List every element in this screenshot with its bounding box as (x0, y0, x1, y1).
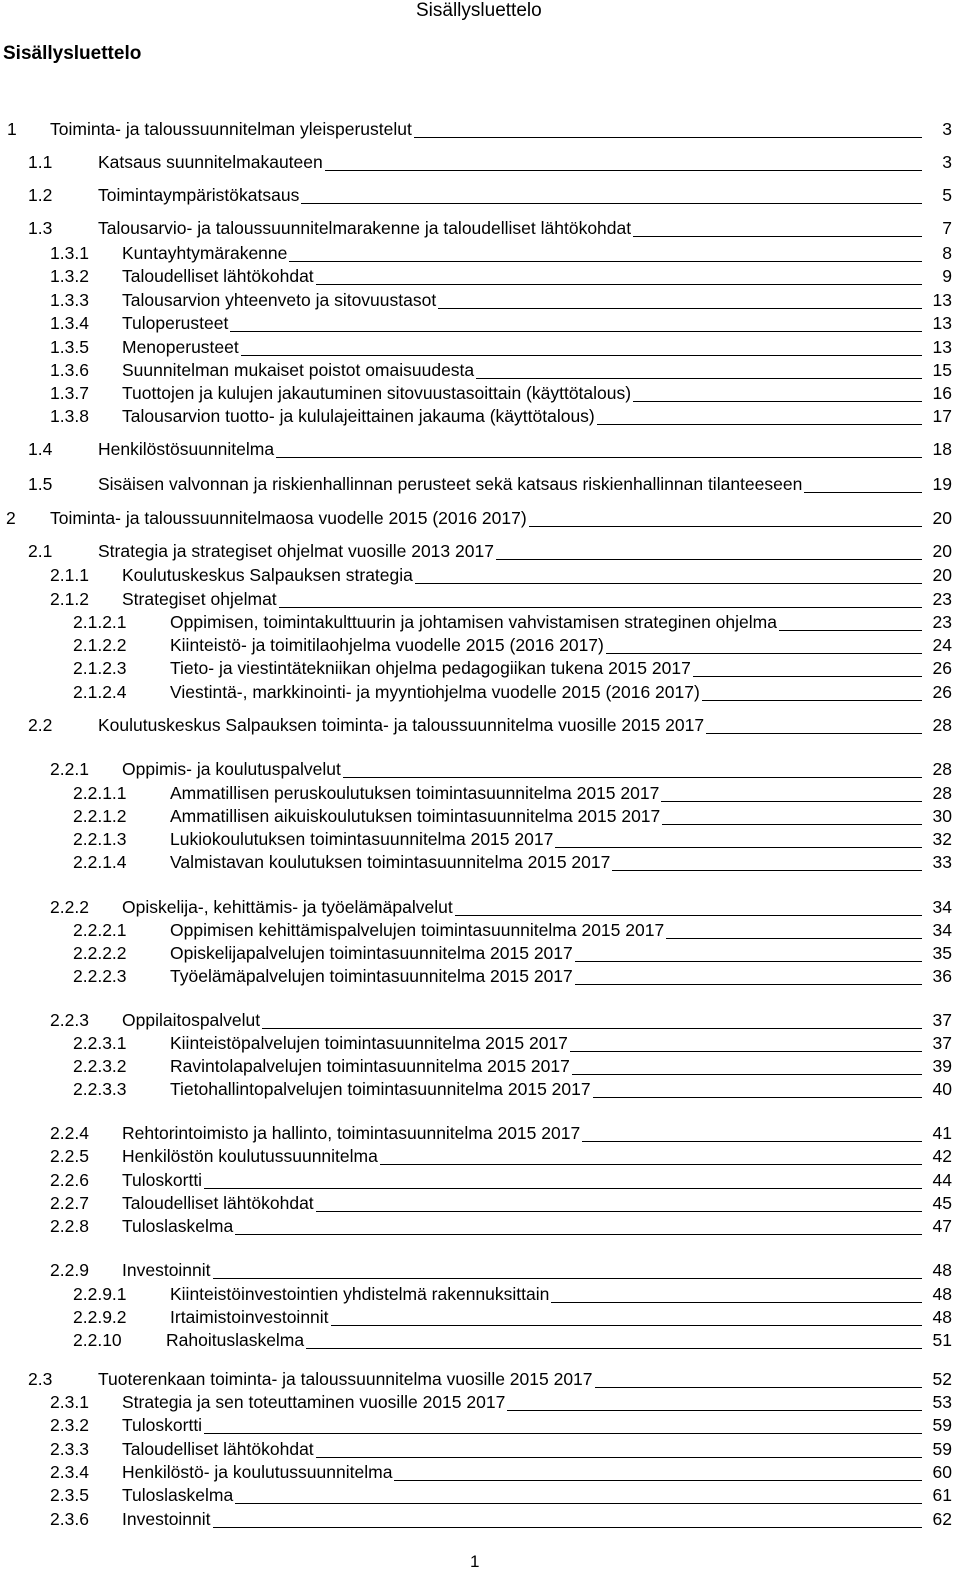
toc-entry-page: 9 (938, 265, 952, 287)
toc-entry-page: 20 (929, 507, 952, 529)
toc-entry-page: 5 (938, 184, 952, 206)
toc-entry[interactable] (0, 942, 960, 966)
toc-entry-page: 39 (929, 1055, 952, 1077)
toc-entry-title: Lukiokoulutuksen toimintasuunnitelma 2015 2017 (170, 829, 554, 849)
toc-entry-number: 2.1.2 (50, 589, 89, 609)
toc-entry[interactable] (0, 1032, 960, 1056)
toc-entry-title: Koulutuskeskus Salpauksen toiminta- ja taloussuunnitelma vuosille 2015 2017 (98, 715, 705, 735)
toc-entry-title: Strategia ja strategiset ohjelmat vuosille 2013 2017 (98, 541, 494, 561)
toc-entry[interactable] (0, 382, 960, 406)
toc-entry-page: 28 (929, 714, 952, 736)
toc-entry-page: 35 (929, 942, 952, 964)
toc-entry-number: 2.2.7 (50, 1193, 89, 1213)
toc-entry[interactable] (0, 805, 960, 829)
toc-entry[interactable] (0, 473, 960, 497)
toc-entry-title: Oppimisen kehittämispalvelujen toimintasuunnitelma 2015 2017 (170, 920, 665, 940)
toc-entry-number: 1.2 (28, 185, 53, 205)
toc-entry[interactable] (0, 289, 960, 313)
toc-entry-number: 1.3.7 (50, 383, 89, 403)
toc-entry-page: 13 (929, 336, 952, 358)
toc-entry-number: 2.2.3.1 (73, 1033, 127, 1053)
toc-entry[interactable] (0, 265, 960, 289)
toc-entry-number: 2.2.5 (50, 1146, 89, 1166)
toc-entry-page: 8 (938, 242, 952, 264)
toc-entry-number: 2.3.3 (50, 1439, 89, 1459)
toc-entry[interactable] (0, 714, 960, 738)
toc-entry-title: Suunnitelman mukaiset poistot omaisuudesta (122, 360, 475, 380)
toc-entry[interactable] (0, 564, 960, 588)
toc-entry-page: 60 (929, 1461, 952, 1483)
toc-entry[interactable] (0, 1391, 960, 1415)
toc-entry-title: Strategiset ohjelmat (122, 589, 277, 609)
toc-entry[interactable] (0, 507, 960, 531)
toc-entry[interactable] (0, 1078, 960, 1102)
toc-entry-page: 16 (929, 382, 952, 404)
toc-entry[interactable] (0, 405, 960, 429)
toc-entry-title: Opiskelijapalvelujen toimintasuunnitelma 2015 2017 (170, 943, 573, 963)
toc-entry-number: 2.2.3.3 (73, 1079, 127, 1099)
toc-entry[interactable] (0, 438, 960, 462)
toc-entry[interactable] (0, 611, 960, 635)
toc-entry-title: Talousarvion tuotto- ja kululajeittainen jakauma (käyttötalous) (122, 406, 595, 426)
leader-line (122, 331, 922, 332)
toc-entry-title: Tietohallintopalvelujen toimintasuunnitelma 2015 2017 (170, 1079, 591, 1099)
toc-entry-number: 2.1 (28, 541, 53, 561)
toc-entry-number: 2.2.3.2 (73, 1056, 127, 1076)
toc-entry-number: 2.1.2.2 (73, 635, 127, 655)
toc-entry-page: 34 (929, 896, 952, 918)
toc-entry-page: 23 (929, 588, 952, 610)
page-number: 1 (470, 1552, 480, 1571)
toc-entry-page: 34 (929, 919, 952, 941)
toc-entry-number: 2.2.2.1 (73, 920, 127, 940)
leader-line (122, 1278, 922, 1279)
toc-entry-page: 15 (929, 359, 952, 381)
toc-entry-page: 26 (929, 681, 952, 703)
toc-entry-page: 20 (929, 564, 952, 586)
toc-entry[interactable] (0, 1306, 960, 1330)
toc-entry-number: 1.3.1 (50, 243, 89, 263)
toc-entry-title: Tuloskortti (122, 1415, 203, 1435)
toc-entry-title: Tuottojen ja kulujen jakautuminen sitovuustasoittain (käyttötalous) (122, 383, 632, 403)
toc-entry[interactable] (0, 1508, 960, 1532)
toc-entry-page: 37 (929, 1032, 952, 1054)
toc-entry-title: Katsaus suunnitelmakauteen (98, 152, 323, 172)
toc-entry-title: Henkilöstösuunnitelma (98, 439, 275, 459)
toc-entry-title: Valmistavan koulutuksen toimintasuunnitelma 2015 2017 (170, 852, 611, 872)
toc-entry-title: Tuloslaskelma (122, 1485, 234, 1505)
toc-entry-number: 1.3 (28, 218, 53, 238)
toc-entry-page: 20 (929, 540, 952, 562)
toc-entry-title: Ammatillisen peruskoulutuksen toimintasuunnitelma 2015 2017 (170, 783, 660, 803)
toc-entry-page: 45 (929, 1192, 952, 1214)
toc-entry-title: Strategia ja sen toteuttaminen vuosille 2015 2017 (122, 1392, 506, 1412)
leader-line (122, 1433, 922, 1434)
toc-entry-title: Kuntayhtymärakenne (122, 243, 288, 263)
toc-entry[interactable] (0, 1192, 960, 1216)
toc-entry-title: Tuoterenkaan toiminta- ja taloussuunnitelma vuosille 2015 2017 (98, 1369, 593, 1389)
toc-entry-title: Tieto- ja viestintätekniikan ohjelma pedagogiikan tukena 2015 2017 (170, 658, 691, 678)
toc-entry-title: Opiskelija-, kehittämis- ja työelämäpalvelut (122, 897, 453, 917)
toc-entry-number: 2 (6, 508, 16, 528)
toc-entry-page: 26 (929, 657, 952, 679)
toc-entry[interactable] (0, 118, 960, 142)
toc-entry-number: 1.1 (28, 152, 53, 172)
toc-entry[interactable] (0, 1009, 960, 1033)
toc-entry-number: 1.3.3 (50, 290, 89, 310)
toc-entry[interactable] (0, 1461, 960, 1485)
toc-entry-page: 41 (929, 1122, 952, 1144)
leader-line (122, 1527, 922, 1528)
toc-entry-number: 2.2 (28, 715, 53, 735)
toc-entry-number: 1.3.5 (50, 337, 89, 357)
toc-entry-page: 48 (929, 1283, 952, 1305)
toc-entry-page: 37 (929, 1009, 952, 1031)
toc-entry-page: 59 (929, 1438, 952, 1460)
page-title: Sisällysluettelo (3, 43, 142, 64)
toc-entry-page: 13 (929, 312, 952, 334)
toc-entry-number: 2.1.1 (50, 565, 89, 585)
toc-entry-number: 2.2.9.2 (73, 1307, 127, 1327)
toc-entry-page: 53 (929, 1391, 952, 1413)
toc-entry-page: 44 (929, 1169, 952, 1191)
toc-entry[interactable] (0, 1055, 960, 1079)
toc-entry-page: 51 (929, 1329, 952, 1351)
toc-entry-page: 3 (938, 151, 952, 173)
toc-entry[interactable] (0, 634, 960, 658)
toc-entry[interactable] (0, 758, 960, 782)
leader-line (122, 1503, 922, 1504)
leader-line (122, 1188, 922, 1189)
toc-entry-page: 62 (929, 1508, 952, 1530)
toc-entry-page: 40 (929, 1078, 952, 1100)
toc-entry-number: 2.1.2.4 (73, 682, 127, 702)
toc-entry-title: Talousarvio- ja taloussuunnitelmarakenne ja taloudelliset lähtökohdat (98, 218, 632, 238)
toc-entry-number: 1.3.2 (50, 266, 89, 286)
toc-entry-title: Menoperusteet (122, 337, 239, 357)
toc-entry-number: 2.3.6 (50, 1509, 89, 1529)
toc-entry-number: 2.1.2.3 (73, 658, 127, 678)
toc-entry-number: 2.2.1.3 (73, 829, 127, 849)
toc-entry-number: 2.2.3 (50, 1010, 89, 1030)
toc-entry[interactable] (0, 217, 960, 241)
toc-entry[interactable] (0, 828, 960, 852)
toc-entry-number: 2.2.1 (50, 759, 89, 779)
toc-entry[interactable] (0, 965, 960, 989)
toc-entry-page: 61 (929, 1484, 952, 1506)
toc-entry[interactable] (0, 851, 960, 875)
toc-entry-number: 2.2.2.3 (73, 966, 127, 986)
toc-entry[interactable] (0, 1484, 960, 1508)
toc-entry-title: Rahoituslaskelma (166, 1330, 305, 1350)
toc-entry-title: Tuloslaskelma (122, 1216, 234, 1236)
toc-entry-title: Koulutuskeskus Salpauksen strategia (122, 565, 413, 585)
toc-entry-title: Toimintaympäristökatsaus (98, 185, 300, 205)
toc-entry[interactable] (0, 896, 960, 920)
toc-entry-page: 13 (929, 289, 952, 311)
toc-entry[interactable] (0, 151, 960, 175)
toc-entry-title: Oppilaitospalvelut (122, 1010, 261, 1030)
toc-entry[interactable] (0, 1368, 960, 1392)
toc-entry-title: Ammatillisen aikuiskoulutuksen toimintasuunnitelma 2015 2017 (170, 806, 661, 826)
toc-entry-title: Viestintä-, markkinointi- ja myyntiohjelma vuodelle 2015 (2016 2017) (170, 682, 700, 702)
toc-entry-title: Investoinnit (122, 1260, 211, 1280)
toc-entry-number: 2.2.9.1 (73, 1284, 127, 1304)
toc-entry-title: Kiinteistöpalvelujen toimintasuunnitelma 2015 2017 (170, 1033, 568, 1053)
toc-entry-page: 48 (929, 1259, 952, 1281)
toc-entry[interactable] (0, 1169, 960, 1193)
toc-entry-number: 2.2.6 (50, 1170, 89, 1190)
toc-entry-number: 2.2.4 (50, 1123, 89, 1143)
toc-entry[interactable] (0, 588, 960, 612)
toc-entry-title: Kiinteistöinvestointien yhdistelmä rakennuksittain (170, 1284, 550, 1304)
toc-entry[interactable] (0, 782, 960, 806)
toc-entry-page: 32 (929, 828, 952, 850)
toc-entry-page: 24 (929, 634, 952, 656)
toc-entry-page: 59 (929, 1414, 952, 1436)
toc-entry[interactable] (0, 1414, 960, 1438)
toc-entry-number: 2.2.9 (50, 1260, 89, 1280)
toc-entry[interactable] (0, 184, 960, 208)
toc-entry-page: 28 (929, 782, 952, 804)
toc-entry-title: Oppimisen, toimintakulttuurin ja johtamisen vahvistamisen strateginen ohjelma (170, 612, 777, 632)
toc-entry-title: Investoinnit (122, 1509, 211, 1529)
toc-entry-number: 1.3.8 (50, 406, 89, 426)
toc-entry-title: Oppimis- ja koulutuspalvelut (122, 759, 341, 779)
toc-entry[interactable] (0, 919, 960, 943)
toc-entry[interactable] (0, 1215, 960, 1239)
toc-entry-page: 48 (929, 1306, 952, 1328)
running-header: Sisällysluettelo (416, 0, 542, 21)
toc-entry-title: Talousarvion yhteenveto ja sitovuustasot (122, 290, 437, 310)
toc-entry[interactable] (0, 336, 960, 360)
toc-entry-title: Kiinteistö- ja toimitilaohjelma vuodelle 2015 (2016 2017) (170, 635, 604, 655)
toc-entry-page: 19 (929, 473, 952, 495)
toc-entry[interactable] (0, 1259, 960, 1283)
toc-entry-page: 47 (929, 1215, 952, 1237)
toc-entry[interactable] (0, 312, 960, 336)
toc-entry-page: 23 (929, 611, 952, 633)
toc-entry-number: 2.3.1 (50, 1392, 89, 1412)
toc-entry[interactable] (0, 1438, 960, 1462)
toc-entry[interactable] (0, 657, 960, 681)
toc-entry-number: 1.4 (28, 439, 53, 459)
toc-entry[interactable] (0, 242, 960, 266)
toc-entry[interactable] (0, 681, 960, 705)
toc-entry[interactable] (0, 1145, 960, 1169)
toc-entry-number: 2.2.2 (50, 897, 89, 917)
toc-entry-title: Toiminta- ja taloussuunnitelman yleisperustelut (50, 119, 412, 139)
toc-entry-page: 52 (929, 1368, 952, 1390)
toc-entry-number: 2.3 (28, 1369, 53, 1389)
toc-entry-page: 7 (938, 217, 952, 239)
toc-entry-number: 2.2.2.2 (73, 943, 127, 963)
toc-entry-title: Tuloskortti (122, 1170, 203, 1190)
toc-entry-title: Taloudelliset lähtökohdat (122, 1193, 314, 1213)
toc-entry-number: 2.3.5 (50, 1485, 89, 1505)
toc-entry-page: 3 (938, 118, 952, 140)
toc-entry-page: 42 (929, 1145, 952, 1167)
toc-entry-page: 18 (929, 438, 952, 460)
toc-entry-number: 1.3.6 (50, 360, 89, 380)
toc-entry-title: Työelämäpalvelujen toimintasuunnitelma 2015 2017 (170, 966, 573, 986)
toc-entry-title: Henkilöstö- ja koulutussuunnitelma (122, 1462, 393, 1482)
toc-entry-page: 36 (929, 965, 952, 987)
toc-entry-page: 28 (929, 758, 952, 780)
leader-line (122, 1234, 922, 1235)
toc-entry-title: Henkilöstön koulutussuunnitelma (122, 1146, 378, 1166)
toc-entry[interactable] (0, 359, 960, 383)
toc-entry-title: Tuloperusteet (122, 313, 229, 333)
leader-line (122, 355, 922, 356)
toc-entry-number: 2.2.1.1 (73, 783, 127, 803)
toc-entry[interactable] (0, 540, 960, 564)
toc-entry-page: 33 (929, 851, 952, 873)
toc-entry-title: Toiminta- ja taloussuunnitelmaosa vuodelle 2015 (2016 2017) (50, 508, 527, 528)
toc-entry-title: Taloudelliset lähtökohdat (122, 1439, 314, 1459)
toc-entry[interactable] (0, 1283, 960, 1307)
toc-entry[interactable] (0, 1329, 960, 1353)
toc-entry-number: 2.3.4 (50, 1462, 89, 1482)
toc-entry-title: Taloudelliset lähtökohdat (122, 266, 314, 286)
toc-entry-page: 17 (929, 405, 952, 427)
toc-entry-title: Ravintolapalvelujen toimintasuunnitelma 2015 2017 (170, 1056, 570, 1076)
toc-entry-number: 2.2.1.2 (73, 806, 127, 826)
toc-entry-number: 2.1.2.1 (73, 612, 127, 632)
toc-entry-number: 2.2.10 (73, 1330, 122, 1350)
toc-entry-page: 30 (929, 805, 952, 827)
toc-entry-title: Rehtorintoimisto ja hallinto, toimintasuunnitelma 2015 2017 (122, 1123, 581, 1143)
toc-entry-title: Sisäisen valvonnan ja riskienhallinnan perusteet sekä katsaus riskienhallinnan tilanteeseen (98, 474, 803, 494)
toc-entry-number: 1.5 (28, 474, 53, 494)
toc-entry-title: Irtaimistoinvestoinnit (170, 1307, 329, 1327)
toc-entry-number: 2.2.1.4 (73, 852, 127, 872)
toc-entry-number: 2.3.2 (50, 1415, 89, 1435)
toc-entry[interactable] (0, 1122, 960, 1146)
toc-entry-number: 1.3.4 (50, 313, 89, 333)
toc-entry-number: 1 (7, 119, 17, 139)
toc-entry-number: 2.2.8 (50, 1216, 89, 1236)
